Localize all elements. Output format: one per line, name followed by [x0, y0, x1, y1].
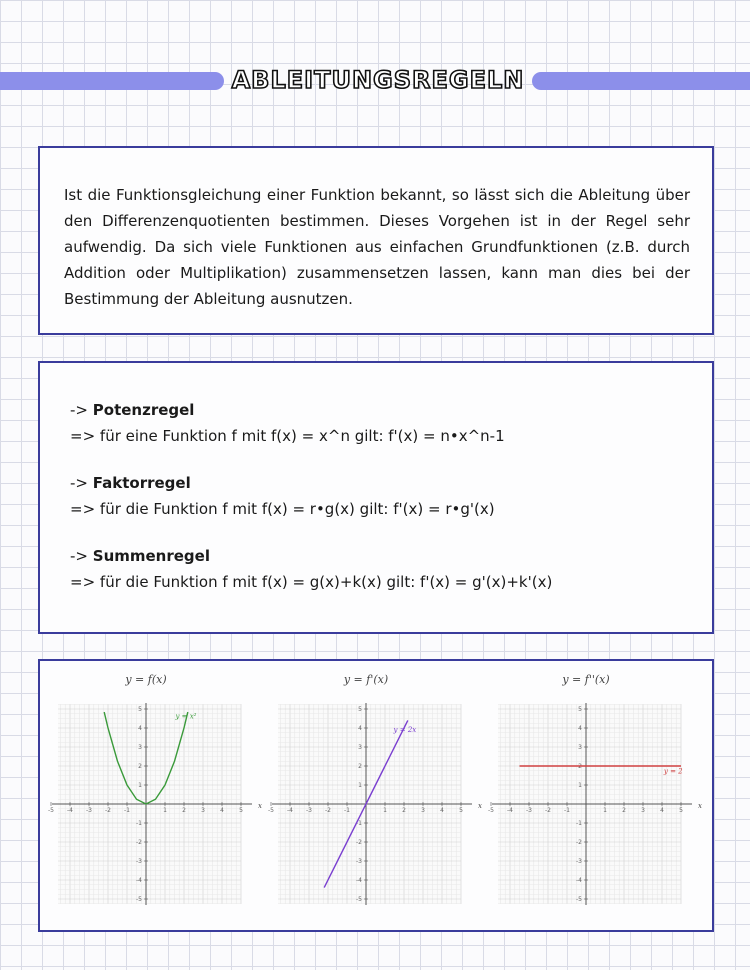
x-axis-label: x: [698, 802, 702, 810]
x-tick-label: 1: [163, 807, 167, 814]
x-tick-label: -5: [488, 807, 494, 814]
rule-arrow: ->: [70, 401, 88, 419]
y-tick-label: 5: [358, 706, 362, 713]
y-tick-label: 3: [138, 744, 142, 751]
y-tick-label: -2: [576, 839, 582, 846]
x-tick-label: -3: [306, 807, 312, 814]
graphs-box: [38, 659, 714, 932]
y-tick-label: 5: [138, 706, 142, 713]
title-bar-right: [532, 72, 750, 90]
x-tick-label: -1: [564, 807, 570, 814]
graph-f: [48, 669, 263, 925]
x-tick-label: 2: [402, 807, 406, 814]
x-tick-label: 4: [220, 807, 224, 814]
x-tick-label: -2: [105, 807, 111, 814]
x-tick-label: 3: [641, 807, 645, 814]
x-tick-label: -1: [124, 807, 130, 814]
y-tick-label: -1: [136, 820, 142, 827]
x-tick-label: 3: [421, 807, 425, 814]
x-tick-label: -5: [268, 807, 274, 814]
rule-arrow: ->: [70, 547, 88, 565]
y-tick-label: -5: [576, 896, 582, 903]
x-tick-label: -1: [344, 807, 350, 814]
graph-title: y = f''(x): [562, 673, 610, 686]
page-title: ABLEITUNGSREGELN: [231, 66, 525, 94]
rules-box: [38, 361, 714, 634]
y-tick-label: 4: [358, 725, 362, 732]
x-tick-label: -3: [86, 807, 92, 814]
y-tick-label: -4: [136, 877, 142, 884]
rule-name: Potenzregel: [92, 401, 195, 419]
y-tick-label: 5: [578, 706, 582, 713]
y-tick-label: 1: [358, 782, 362, 789]
x-axis-label: x: [258, 802, 262, 810]
x-tick-label: 1: [383, 807, 387, 814]
x-tick-label: -3: [526, 807, 532, 814]
x-tick-label: -2: [545, 807, 551, 814]
rule-implies: =>: [70, 500, 96, 518]
graph-title: y = f(x): [125, 673, 167, 686]
y-tick-label: -2: [136, 839, 142, 846]
x-tick-label: 1: [603, 807, 607, 814]
rule-implies: =>: [70, 427, 96, 445]
rule-faktorregel: [70, 470, 692, 522]
x-tick-label: 5: [239, 807, 243, 814]
y-tick-label: 3: [578, 744, 582, 751]
y-tick-label: -4: [356, 877, 362, 884]
rule-name: Faktorregel: [92, 474, 191, 492]
series-label: y = 2: [663, 767, 683, 776]
y-tick-label: -1: [356, 820, 362, 827]
y-tick-label: 2: [138, 763, 142, 770]
intro-box: [38, 146, 714, 335]
x-tick-label: -4: [507, 807, 513, 814]
graph-f-prime: [268, 669, 483, 925]
y-tick-label: -5: [136, 896, 142, 903]
graph-f-double-prime: [488, 669, 703, 925]
y-tick-label: 2: [578, 763, 582, 770]
y-tick-label: -2: [356, 839, 362, 846]
series-label: y = x²: [175, 712, 197, 721]
rule-text: für eine Funktion f mit f(x) = x^n gilt: f'(x) = n•x^n-1: [99, 427, 505, 445]
y-tick-label: 4: [138, 725, 142, 732]
x-tick-label: -4: [67, 807, 73, 814]
series-label: y = 2x: [393, 725, 417, 734]
x-tick-label: 5: [459, 807, 463, 814]
y-tick-label: 1: [138, 782, 142, 789]
rule-text: für die Funktion f mit f(x) = r•g(x) gilt: f'(x) = r•g'(x): [99, 500, 495, 518]
x-tick-label: 3: [201, 807, 205, 814]
rule-text: für die Funktion f mit f(x) = g(x)+k(x) gilt: f'(x) = g'(x)+k'(x): [99, 573, 553, 591]
y-tick-label: -5: [356, 896, 362, 903]
x-tick-label: 2: [182, 807, 186, 814]
y-tick-label: 2: [358, 763, 362, 770]
x-tick-label: -5: [48, 807, 54, 814]
y-tick-label: -4: [576, 877, 582, 884]
y-tick-label: -3: [576, 858, 582, 865]
y-tick-label: -3: [136, 858, 142, 865]
graph-title: y = f'(x): [343, 673, 389, 686]
x-tick-label: 4: [660, 807, 664, 814]
x-tick-label: 2: [622, 807, 626, 814]
y-tick-label: 1: [578, 782, 582, 789]
x-axis-label: x: [478, 802, 482, 810]
rule-arrow: ->: [70, 474, 88, 492]
x-tick-label: -4: [287, 807, 293, 814]
rule-implies: =>: [70, 573, 96, 591]
y-tick-label: 3: [358, 744, 362, 751]
title-bar-left: [0, 72, 224, 90]
rule-name: Summenregel: [92, 547, 210, 565]
x-tick-label: -2: [325, 807, 331, 814]
y-tick-label: -3: [356, 858, 362, 865]
rule-summenregel: [70, 543, 692, 595]
y-tick-label: 4: [578, 725, 582, 732]
y-tick-label: -1: [576, 820, 582, 827]
intro-text: Ist die Funktionsgleichung einer Funktion bekannt, so lässt sich die Ableitung über den Differenzenquotienten bestimmen. Dieses Vorgehen ist in der Regel sehr aufwendig. Da sich viele Funktionen aus einfachen Grundfunktionen (z.B. durch Addition oder Multiplikation) zusammensetzen lassen, kann man dies bei der Bestimmung der Ableitung ausnutzen.: [64, 186, 690, 308]
x-tick-label: 5: [679, 807, 683, 814]
rule-potenzregel: [70, 397, 692, 449]
x-tick-label: 4: [440, 807, 444, 814]
